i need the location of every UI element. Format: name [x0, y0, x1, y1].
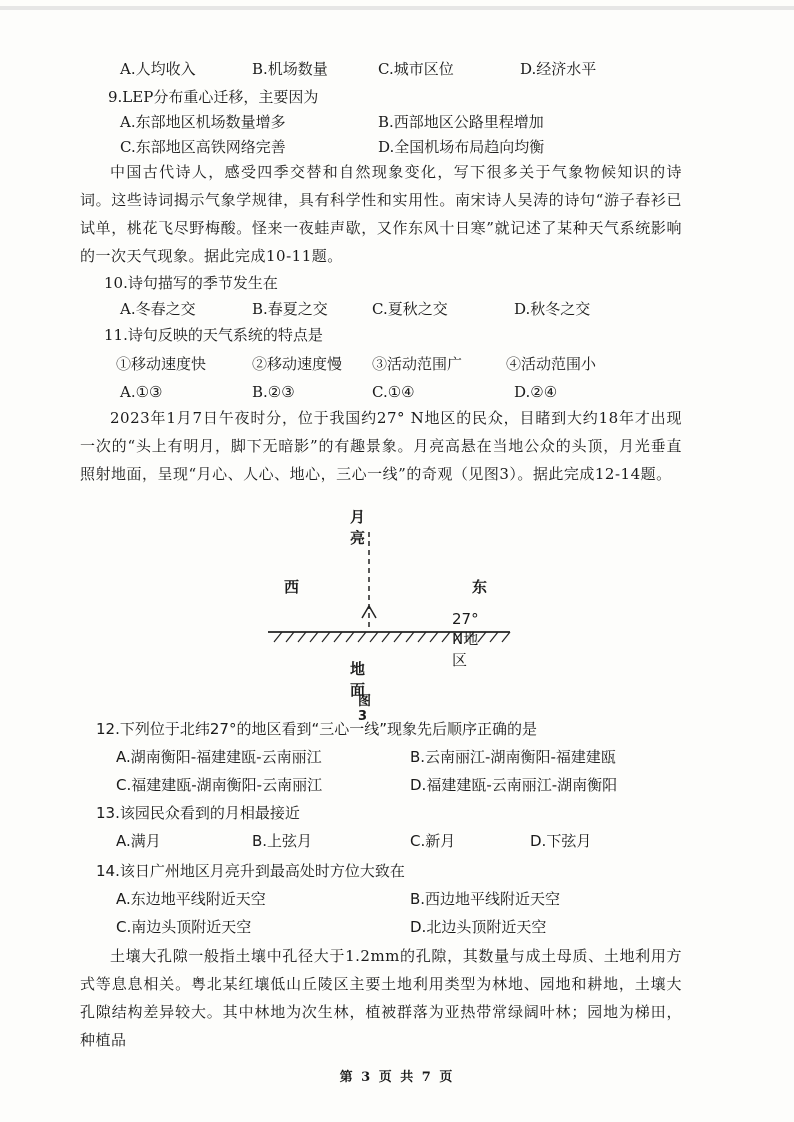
q9-stem: 9.LEP分布重心迁移，主要因为	[108, 88, 319, 106]
q12-option-c: C.福建建瓯-湖南衡阳-云南丽江	[116, 776, 323, 794]
q11-option-d: D.②④	[514, 383, 558, 401]
q8-option-b: B.机场数量	[252, 60, 328, 78]
passage-moon: 2023年1月7日午夜时分，位于我国约27° N地区的民众，目睹到大约18年才出现一次的“头上有明月，脚下无暗影”的有趣景象。月亮高悬在当地公众的头顶，月光垂直照射地面，呈现“月心、人心、地心，三心一线”的奇观（见图3）。据此完成12-14题。	[80, 409, 682, 483]
q10-stem: 10.诗句描写的季节发生在	[104, 274, 278, 292]
label-west: 西	[284, 578, 300, 596]
label-east: 东	[472, 578, 488, 596]
q14-option-b: B.西边地平线附近天空	[410, 890, 561, 908]
q11-stem: 11.诗句反映的天气系统的特点是	[104, 326, 323, 344]
q11-item-2: ②移动速度慢	[252, 355, 343, 373]
q11-option-b: B.②③	[252, 383, 295, 401]
q8-option-d: D.经济水平	[520, 60, 597, 78]
q13-option-d: D.下弦月	[530, 832, 592, 850]
figure-caption: 图3	[358, 694, 372, 724]
q11-item-1: ①移动速度快	[116, 355, 207, 373]
q9-option-d: D.全国机场布局趋向均衡	[378, 138, 545, 156]
label-ground: 地面	[350, 660, 366, 699]
label-moon: 月亮	[350, 508, 366, 547]
q10-option-d: D.秋冬之交	[514, 300, 591, 318]
q14-option-d: D.北边头顶附近天空	[410, 918, 547, 936]
q12-option-a: A.湖南衡阳-福建建瓯-云南丽江	[116, 748, 322, 766]
q10-option-a: A.冬春之交	[120, 300, 196, 318]
q9-option-c: C.东部地区高铁网络完善	[120, 138, 286, 156]
q13-option-a: A.满月	[116, 832, 161, 850]
q13-option-c: C.新月	[410, 832, 456, 850]
q11-item-3: ③活动范围广	[372, 355, 463, 373]
person-arm-left	[362, 606, 369, 618]
q14-option-c: C.南边头顶附近天空	[116, 918, 252, 936]
q10-option-c: C.夏秋之交	[372, 300, 448, 318]
passage-soil: 土壤大孔隙一般指土壤中孔径大于1.2mm的孔隙，其数量与成土母质、土地利用方式等息息相关。粤北某红壤低山丘陵区主要土地利用类型为林地、园地和耕地，土壤大孔隙结构差异较大。其中林地为次生林，植被群落为亚热带常绿阔叶林；园地为梯田，种植品	[80, 947, 682, 1049]
page-number: 第 3 页 共 7 页	[339, 1070, 455, 1085]
q9-option-b: B.西部地区公路里程增加	[378, 113, 544, 131]
q8-option-c: C.城市区位	[378, 60, 454, 78]
q11-option-a: A.①③	[120, 383, 163, 401]
q10-option-b: B.春夏之交	[252, 300, 328, 318]
label-region: 27° N地区	[452, 610, 479, 669]
q11-item-4: ④活动范围小	[506, 355, 597, 373]
q14-stem: 14.该日广州地区月亮升到最高处时方位大致在	[96, 862, 405, 880]
person-arm-right	[369, 606, 376, 618]
q8-option-a: A.人均收入	[120, 60, 196, 78]
q9-option-a: A.东部地区机场数量增多	[120, 113, 286, 131]
q12-option-d: D.福建建瓯-云南丽江-湖南衡阳	[410, 776, 618, 794]
passage-poetry: 中国古代诗人，感受四季交替和自然现象变化，写下很多关于气象物候知识的诗词。这些诗词揭示气象学规律，具有科学性和实用性。南宋诗人吴涛的诗句“游子春衫已试单，桃花飞尽野梅酸。怪来一夜蛙声歇，又作东风十日寒”就记述了某种天气系统影响的一次天气现象。据此完成10-11题。	[80, 163, 682, 265]
q13-stem: 13.该园民众看到的月相最接近	[96, 804, 300, 822]
q13-option-b: B.上弦月	[252, 832, 313, 850]
q11-option-c: C.①④	[372, 383, 415, 401]
q12-stem: 12.下列位于北纬27°的地区看到“三心一线”现象先后顺序正确的是	[96, 720, 537, 738]
q12-option-b: B.云南丽江-湖南衡阳-福建建瓯	[410, 748, 616, 766]
q14-option-a: A.东边地平线附近天空	[116, 890, 266, 908]
